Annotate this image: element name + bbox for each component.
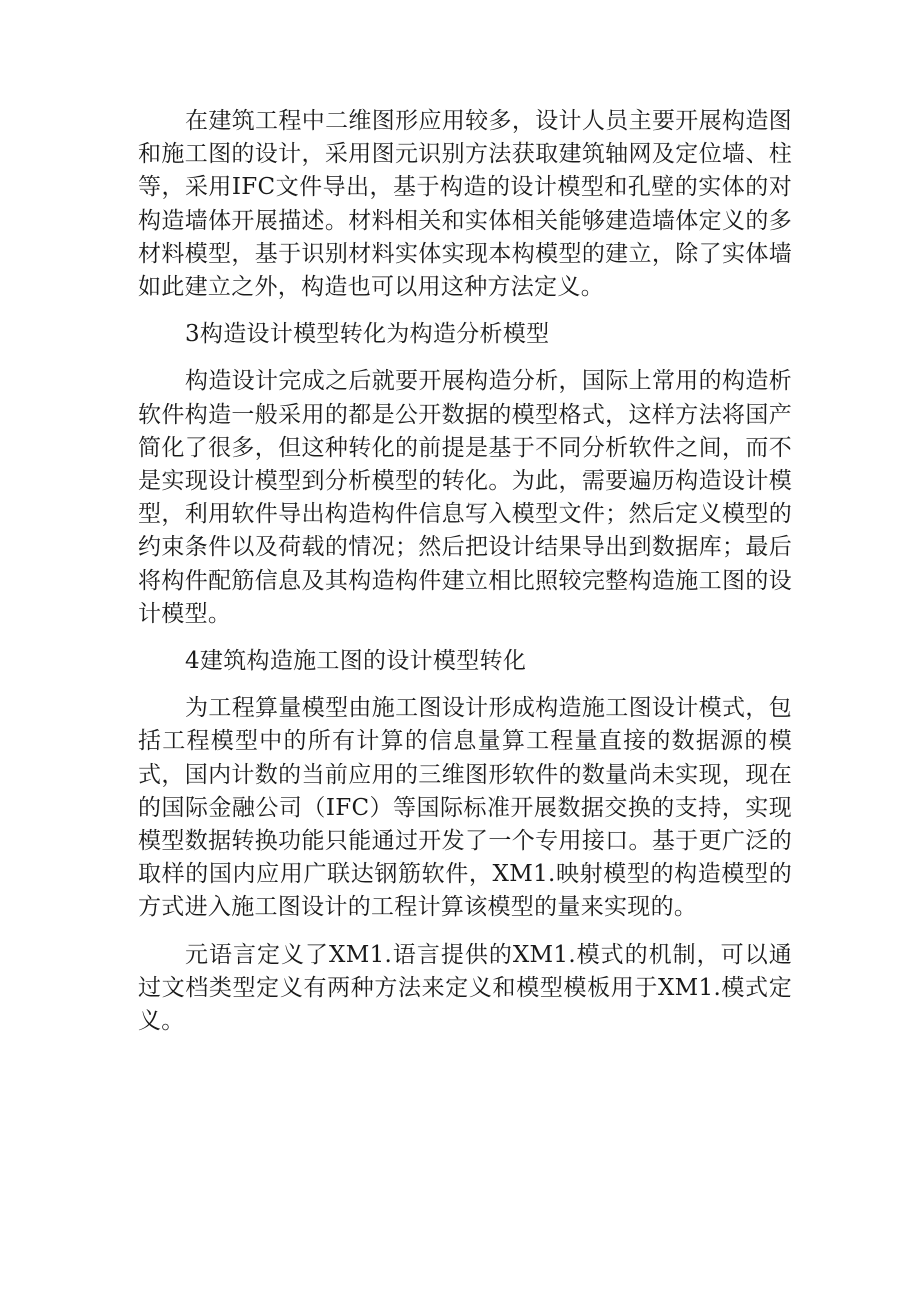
paragraph-section-3: 构造设计完成之后就要开展构造分析，国际上常用的构造析软件构造一般采用的都是公开数据的模型格式，这样方法将国产简化了很多，但这种转化的前提是基于不同分析软件之间，而不是实现设计模型到分析模型的转化。为此，需要遍历构造设计模型，利用软件导出构造构件信息写入模型文件；然后定义模型的约束条件以及荷载的情况；然后把设计结果导出到数据库；最后将构件配筋信息及其构造构件建立相比照较完整构造施工图的设计模型。 [138,368,792,627]
paragraph-section-4: 为工程算量模型由施工图设计形成构造施工图设计模式，包括工程模型中的所有计算的信息量算工程量直接的数据源的模式，国内计数的当前应用的三维图形软件的数量尚未实现，现在的国际金融公司（IFC）等国际标准开展数据交换的支持，实现模型数据转换功能只能通过开发了一个专用接口。基于更广泛的取样的国内应用广联达钢筋软件，XM1.映射模型的构造模型的方式进入施工图设计的工程计算该模型的量来实现的。 [138,695,792,921]
paragraph-intro: 在建筑工程中二维图形应用较多，设计人员主要开展构造图和施工图的设计，采用图元识别方法获取建筑轴网及定位墙、柱等，采用IFC文件导出，基于构造的设计模型和孔壁的实体的对构造墙体开展描述。材料相关和实体相关能够建造墙体定义的多材料模型，基于识别材料实体实现本构模型的建立，除了实体墙如此建立之外，构造也可以用这种方法定义。 [138,108,792,301]
section-heading-4: 4建筑构造施工图的设计模型转化 [185,648,527,675]
section-heading-3: 3构造设计模型转化为构造分析模型 [185,321,550,348]
paragraph-xml-definition: 元语言定义了XM1.语言提供的XM1.模式的机制，可以通过文档类型定义有两种方法来定义和模型模板用于XM1.模式定义。 [138,941,792,1035]
